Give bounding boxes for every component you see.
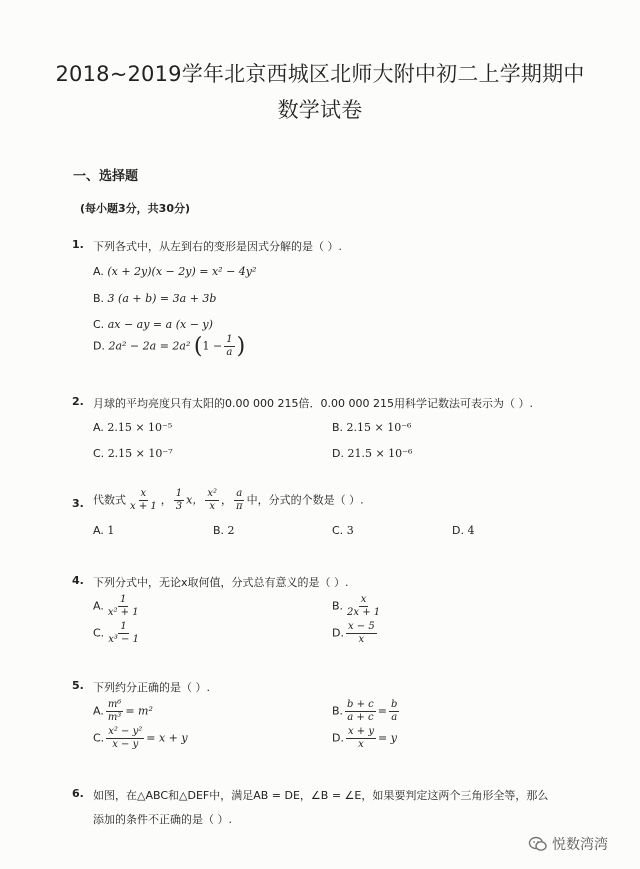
fraction	[346, 726, 376, 751]
option-text: 2.15 × 10⁻⁷	[107, 447, 173, 460]
question-1-number: 1.	[72, 238, 84, 251]
numerator: 1	[120, 621, 127, 632]
rhs: = m²	[125, 704, 153, 718]
watermark-text: 悦数湾湾	[552, 837, 608, 853]
title-line-2: 数学试卷	[277, 98, 363, 122]
option-label: D.	[332, 731, 344, 745]
option-text: 4	[467, 524, 475, 537]
fraction-2	[174, 488, 184, 513]
denominator: a	[391, 712, 398, 723]
option-label: C.	[93, 626, 105, 640]
fraction-4	[234, 488, 245, 513]
denominator: x	[358, 739, 364, 750]
option-text: (x + 2y)(x − 2y) = x² − 4y²	[107, 265, 257, 278]
numerator: b + c	[347, 699, 374, 710]
denominator: 2x + 1	[347, 607, 381, 618]
fraction-1	[128, 488, 159, 513]
separator: ，	[221, 493, 232, 507]
numerator: x + y	[347, 726, 374, 737]
option-label: D.	[332, 447, 344, 460]
option-text: 2.15 × 10⁻⁶	[346, 421, 412, 434]
q4-option-b	[332, 594, 384, 619]
section-heading: 一、选择题	[73, 169, 139, 184]
q2-option-b	[332, 421, 411, 434]
option-label: C.	[93, 447, 105, 460]
q5-option-b	[332, 699, 401, 724]
option-text: 21.5 × 10⁻⁶	[347, 447, 413, 460]
section-note: (每小题3分，共30分)	[80, 202, 191, 215]
question-5-number: 5.	[72, 679, 84, 692]
numerator: x	[360, 594, 367, 605]
q2-option-d	[332, 447, 412, 460]
fraction	[106, 621, 141, 646]
question-2-number: 2.	[72, 395, 84, 408]
option-label: A.	[93, 524, 104, 537]
denominator: x³ − 1	[108, 634, 139, 645]
q5-option-c	[93, 726, 188, 751]
option-label: A.	[93, 421, 104, 434]
q1-option-a	[93, 265, 256, 278]
numerator: 1	[175, 488, 183, 499]
fraction	[224, 334, 234, 359]
q1-option-d	[93, 334, 245, 359]
option-label: D.	[452, 524, 464, 537]
option-text: 2.15 × 10⁻⁵	[107, 421, 173, 434]
numerator: a	[236, 488, 243, 499]
left-paren: (	[193, 334, 203, 359]
option-text-one: 1 −	[202, 339, 223, 353]
fraction	[345, 699, 376, 724]
numerator: x²	[207, 488, 217, 499]
option-label: B.	[332, 421, 344, 434]
q5-option-d	[332, 726, 397, 751]
right-paren: )	[236, 334, 246, 359]
fraction-rhs	[389, 699, 399, 724]
q4-option-c	[93, 621, 143, 646]
numerator: 1	[120, 594, 127, 605]
question-4-number: 4.	[72, 574, 84, 587]
option-text: 2a² − 2a = 2a²	[108, 339, 191, 353]
fraction-2-tail: x，	[186, 493, 204, 507]
q3-option-c	[332, 524, 354, 537]
option-label: B.	[93, 292, 105, 305]
option-label: A.	[93, 704, 104, 718]
q3-option-d	[452, 524, 474, 537]
question-2-text: 月球的平均亮度只有太阳的0.00 000 215倍．0.00 000 215用科学记数法可表示为（ ）.	[93, 397, 533, 410]
question-6-number: 6.	[72, 787, 84, 800]
numerator: m⁶	[107, 699, 122, 710]
q3-option-a	[93, 524, 114, 537]
q4-option-d	[332, 621, 379, 646]
option-text: 2	[227, 524, 235, 537]
option-label: A.	[93, 265, 104, 278]
fraction	[106, 726, 144, 751]
q3-option-b	[213, 524, 235, 537]
question-1-text: 下列各式中，从左到右的变形是因式分解的是（ ）.	[93, 240, 342, 253]
fraction-3	[205, 488, 219, 513]
question-4-text: 下列分式中，无论x取何值，分式总有意义的是（ ）.	[93, 576, 349, 589]
numerator: x² − y²	[108, 726, 143, 737]
separator: ，	[160, 493, 172, 507]
fraction	[346, 621, 377, 646]
option-text: ax − ay = a (x − y)	[107, 318, 213, 331]
denominator: π	[236, 501, 243, 512]
wechat-icon	[528, 834, 548, 854]
q4-option-a	[93, 594, 143, 619]
option-label: A.	[93, 599, 104, 613]
option-label: B.	[332, 704, 344, 718]
numerator: x − 5	[347, 621, 375, 632]
denominator: x − y	[112, 739, 139, 750]
numerator: b	[391, 699, 398, 710]
denominator: x² + 1	[107, 607, 139, 618]
title-line-1: 2018~2019学年北京西城区北师大附中初二上学期期中	[55, 62, 585, 86]
denominator: a + c	[347, 712, 374, 723]
q2-option-c	[93, 447, 173, 460]
rhs: = y	[378, 731, 397, 745]
option-label: B.	[332, 599, 344, 613]
q2-option-a	[93, 421, 172, 434]
numerator: x	[140, 488, 147, 499]
q1-option-c	[93, 318, 213, 331]
option-label: D.	[332, 626, 344, 640]
option-text: 3	[346, 524, 354, 537]
text-prefix: 代数式	[93, 493, 126, 507]
denominator: 3	[175, 501, 183, 512]
option-label: C.	[93, 731, 105, 745]
q1-option-b	[93, 292, 216, 305]
denominator: a	[226, 347, 233, 358]
denominator: m³	[107, 712, 122, 723]
question-3-number: 3.	[72, 497, 84, 510]
equals: =	[377, 704, 388, 718]
q5-option-a	[93, 699, 153, 724]
rhs: = x + y	[146, 731, 188, 745]
numerator: 1	[226, 334, 233, 345]
denominator: x	[209, 501, 215, 512]
watermark	[528, 834, 608, 854]
option-label: C.	[332, 524, 344, 537]
text-suffix: 中，分式的个数是（ ）.	[246, 493, 364, 507]
question-6-text-line-2: 添加的条件不正确的是（ ）.	[93, 813, 232, 826]
option-label: B.	[213, 524, 225, 537]
question-6-text: 如图，在△ABC和△DEF中，满足AB = DE，∠B = ∠E，如果要判定这两个三角形全等，那么	[93, 789, 549, 802]
fraction	[106, 699, 124, 724]
question-3-text	[93, 488, 364, 513]
option-text: 3 (a + b) = 3a + 3b	[107, 292, 217, 305]
question-5-text: 下列约分正确的是（ ）.	[93, 681, 210, 694]
denominator: x + 1	[130, 501, 157, 512]
fraction	[345, 594, 382, 619]
fraction	[106, 594, 141, 619]
option-label: C.	[93, 318, 105, 331]
denominator: x	[358, 634, 365, 645]
option-label: D.	[93, 339, 105, 353]
option-text: 1	[107, 524, 115, 537]
